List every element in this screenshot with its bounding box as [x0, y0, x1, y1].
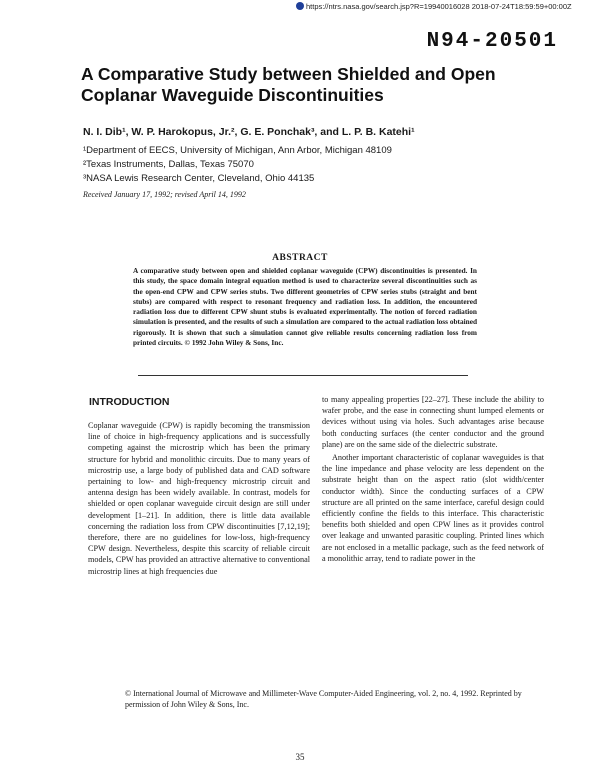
intro-paragraph-continued: to many appealing properties [22–27]. These include the ability to wafer probe, and the ease in connecting shunt lumped elements or devices without using via holes. Such advantages arise because both conducting surfaces (the center conductor and the ground plane) are on the same side of the dielectric substrate.	[322, 395, 544, 449]
nasa-logo-icon	[296, 2, 304, 10]
document-number: N94-20501	[426, 30, 558, 53]
author-list: N. I. Dib¹, W. P. Harokopus, Jr.², G. E. Ponchak³, and L. P. B. Katehi¹	[83, 126, 415, 138]
copyright-footnote: © International Journal of Microwave and Millimeter-Wave Computer-Aided Engineering, vol. 2, no. 4, 1992. Reprinted by permission of John Wiley & Sons, Inc.	[125, 689, 522, 709]
source-url-text: https://ntrs.nasa.gov/search.jsp?R=19940016028 2018-07-24T18:59:59+00:00Z	[306, 2, 572, 11]
affiliations	[83, 144, 553, 186]
intro-paragraph-1: Coplanar waveguide (CPW) is rapidly becoming the transmission line of choice in high-frequency applications and is successfully competing against the microstrip which has been the primary structure for hybrid and monolithic circuits. Due to many years of microstrip use, a large body of published data and CAD software pertaining to low- and high-frequency microstrip circuit and antenna design has been widely available. In contrast, models for shielded or open coplanar waveguide circuit design are still under development [1–21]. In addition, there is little data available concerning the radiation loss from CPW discontinuities [7,12,19]; therefore, there are no guidelines for low-loss, high-frequency CPW design. Nevertheless, despite this scarcity of reliable circuit models, CPW has provided an attractive alternative to conventional microstrip lines at high frequencies due	[88, 421, 310, 576]
abstract-divider	[138, 375, 468, 376]
abstract-body: A comparative study between open and shielded coplanar waveguide (CPW) discontinuities is presented. In this study, the space domain integral equation method is used to characterize several discontinuities such as the open-end CPW and CPW series stubs. Two different geometries of CPW series stubs (straight and bent stubs) are compared with respect to resonant frequency and radiation loss. In addition, the encountered radiation loss due to different CPW shunt stubs is evaluated experimentally. The notion of forced radiation simulation is presented, and the results of such a simulation are compared to the actual radiation loss obtained rigorously. It is shown that such a simulation cannot give reliable results concerning radiation loss from printed circuits. © 1992 John Wiley & Sons, Inc.	[133, 266, 477, 348]
introduction-heading: INTRODUCTION	[89, 396, 170, 408]
intro-paragraph-2: Another important characteristic of coplanar waveguides is that the line impedance and phase velocity are less dependent on the substrate height than on the aspect ratio (slot width/center conductor width). Since the conducting surfaces of a CPW structure are all printed on the same interface, careful design could efficiently confine the fields to this interface. This characteristic benefits both shielded and open CPW lines as it provides control over leakage and unwanted parasitic coupling. Printed lines which are not enclosed in a metallic package, such as the feed network of a monolithic array, tend to radiate power in the	[322, 453, 544, 563]
source-url[interactable]	[296, 2, 596, 11]
page-number: 35	[295, 752, 305, 762]
affiliation-michigan: ¹Department of EECS, University of Michigan, Ann Arbor, Michigan 48109	[83, 145, 392, 156]
affiliation-nasa-lewis: ³NASA Lewis Research Center, Cleveland, Ohio 44135	[83, 173, 315, 184]
left-column	[88, 420, 310, 577]
right-column	[322, 394, 544, 564]
paper-title: A Comparative Study between Shielded and Open Coplanar Waveguide Discontinuities	[81, 64, 496, 105]
abstract-heading: ABSTRACT	[272, 253, 328, 263]
received-dates: Received January 17, 1992; revised April 14, 1992	[83, 190, 246, 199]
affiliation-texas-instruments: ²Texas Instruments, Dallas, Texas 75070	[83, 159, 254, 170]
